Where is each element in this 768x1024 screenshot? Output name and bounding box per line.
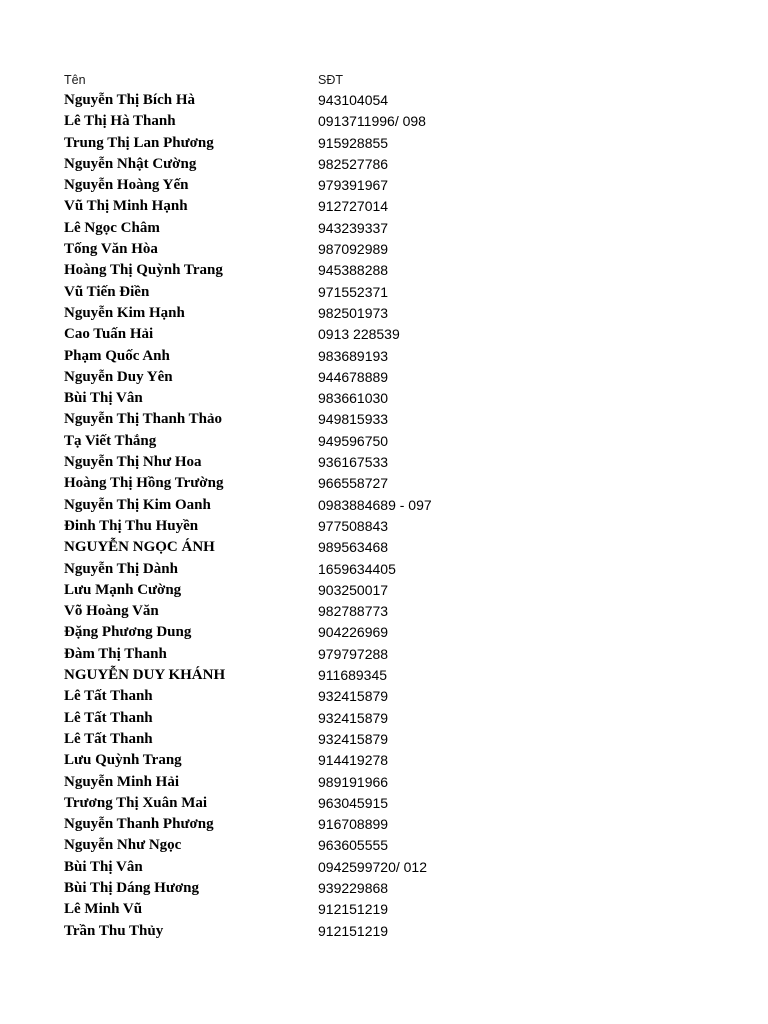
table-row [0,622,768,643]
contact-name: Tạ Viết Thắng [64,432,157,449]
contact-phone: 943104054 [318,92,389,108]
table-row [0,196,768,217]
contact-name: Lê Tất Thanh [64,688,153,705]
contact-name: Nguyễn Thanh Phương [64,816,214,833]
contact-name: Lê Ngọc Châm [64,219,160,236]
contact-phone: 945388288 [318,262,389,279]
table-row [0,729,768,750]
table-row [0,303,768,324]
contact-phone: 914419278 [318,752,389,769]
contact-name: Lê Tất Thanh [64,730,153,747]
contact-name: NGUYỄN DUY KHÁNH [64,667,226,684]
contact-name: Vũ Tiến Điền [64,283,150,300]
contact-name: NGUYỄN NGỌC ÁNH [64,539,215,556]
contact-name: Võ Hoàng Văn [64,603,159,620]
contact-phone: 949596750 [318,432,389,449]
contact-name: Bùi Thị Dáng Hương [64,879,199,896]
table-row [0,367,768,388]
table-row [0,346,768,367]
contact-phone: 982788773 [318,603,389,620]
name-column-header: Tên [64,73,86,87]
table-row [0,388,768,409]
contact-phone: 989191966 [318,773,389,790]
contact-phone: 963605555 [318,837,389,854]
table-row [0,686,768,707]
contact-name: Trung Thị Lan Phương [64,134,214,151]
contact-name: Nguyễn Nhật Cường [64,155,197,172]
contact-name: Bùi Thị Vân [64,858,143,875]
contact-name: Nguyễn Thị Như Hoa [64,454,202,471]
table-row [0,452,768,473]
contact-phone: 904226969 [318,624,389,641]
contact-phone: 916708899 [318,816,389,833]
contact-name: Lê Tất Thanh [64,709,153,726]
contact-phone: 932415879 [318,709,389,726]
table-row [0,218,768,239]
contact-phone: 903250017 [318,581,389,598]
contact-list [0,90,768,942]
contact-phone: 932415879 [318,688,389,705]
table-row [0,175,768,196]
table-row [0,133,768,154]
table-row [0,878,768,899]
contact-phone: 977508843 [318,517,389,534]
table-row [0,516,768,537]
table-row [0,665,768,686]
contact-name: Phạm Quốc Anh [64,347,170,364]
table-row [0,409,768,430]
table-row [0,90,768,111]
contact-name: Vũ Thị Minh Hạnh [64,198,188,215]
table-row [0,835,768,856]
contact-phone: 979391967 [318,177,389,194]
contact-phone: 0983884689 - 097 [318,496,432,513]
contact-name: Nguyễn Duy Yên [64,368,173,385]
table-row [0,495,768,516]
table-row [0,559,768,580]
contact-name: Nguyễn Thị Bích Hà [64,92,196,108]
contact-phone: 912151219 [318,922,389,939]
contact-name: Tống Văn Hòa [64,241,158,258]
contact-phone: 983661030 [318,390,389,407]
contact-phone: 982527786 [318,155,389,172]
contact-name: Trương Thị Xuân Mai [64,794,208,811]
contact-phone: 971552371 [318,283,389,300]
contact-phone: 949815933 [318,411,389,428]
contact-name: Nguyễn Thị Kim Oanh [64,496,211,513]
table-row [0,793,768,814]
contact-name: Hoàng Thị Hồng Trường [64,475,224,492]
contact-phone: 963045915 [318,794,389,811]
table-row [0,239,768,260]
contact-phone: 911689345 [318,667,388,684]
contact-phone: 915928855 [318,134,389,151]
contact-phone: 944678889 [318,368,389,385]
contact-phone: 912727014 [318,198,389,215]
table-row [0,644,768,665]
table-row [0,154,768,175]
contact-phone: 932415879 [318,730,389,747]
contact-name: Lưu Mạnh Cường [64,581,182,598]
contact-phone: 966558727 [318,475,389,492]
contact-name: Nguyễn Như Ngọc [64,837,182,854]
contact-name: Lưu Quỳnh Trang [64,752,182,769]
contact-name: Lê Thị Hà Thanh [64,113,176,130]
contact-name: Đinh Thị Thu Huyền [64,517,199,534]
contact-phone: 943239337 [318,219,389,236]
contact-name: Nguyễn Thị Thanh Thảo [64,411,223,428]
table-row [0,899,768,920]
contact-phone: 0913711996/ 098 [318,113,426,130]
table-row [0,431,768,452]
contact-name: Hoàng Thị Quỳnh Trang [64,262,223,279]
table-row [0,601,768,622]
contact-name: Cao Tuấn Hải [64,326,154,343]
table-row [0,921,768,942]
contact-phone: 0913 228539 [318,326,400,343]
contact-name: Đặng Phương Dung [64,624,192,641]
table-row [0,260,768,281]
phone-column-header: SĐT [318,73,343,87]
contact-phone: 1659634405 [318,560,396,577]
contact-phone: 0942599720/ 012 [318,858,427,875]
table-row [0,580,768,601]
table-row [0,537,768,558]
table-row [0,324,768,345]
table-row [0,473,768,494]
table-row [0,282,768,303]
contact-phone: 939229868 [318,879,389,896]
contact-name: Bùi Thị Vân [64,390,143,407]
table-row [0,708,768,729]
contact-phone: 983689193 [318,347,389,364]
table-row [0,857,768,878]
table-row [0,750,768,771]
contact-name: Trần Thu Thủy [64,922,164,939]
contact-phone: 979797288 [318,645,389,662]
contact-name: Nguyễn Minh Hải [64,773,180,790]
contact-name: Nguyễn Hoàng Yến [64,177,189,194]
header-row [0,70,768,90]
contact-phone: 936167533 [318,454,389,471]
contact-phone: 912151219 [318,901,389,918]
contact-name: Lê Minh Vũ [64,901,143,918]
contact-name: Nguyễn Thị Dành [64,560,178,577]
contact-phone: 987092989 [318,241,389,258]
table-row [0,772,768,793]
contact-name: Đàm Thị Thanh [64,645,167,662]
contact-name: Nguyễn Kim Hạnh [64,304,185,321]
table-row [0,111,768,132]
contact-phone: 982501973 [318,304,389,321]
table-row [0,814,768,835]
contact-phone: 989563468 [318,539,389,556]
